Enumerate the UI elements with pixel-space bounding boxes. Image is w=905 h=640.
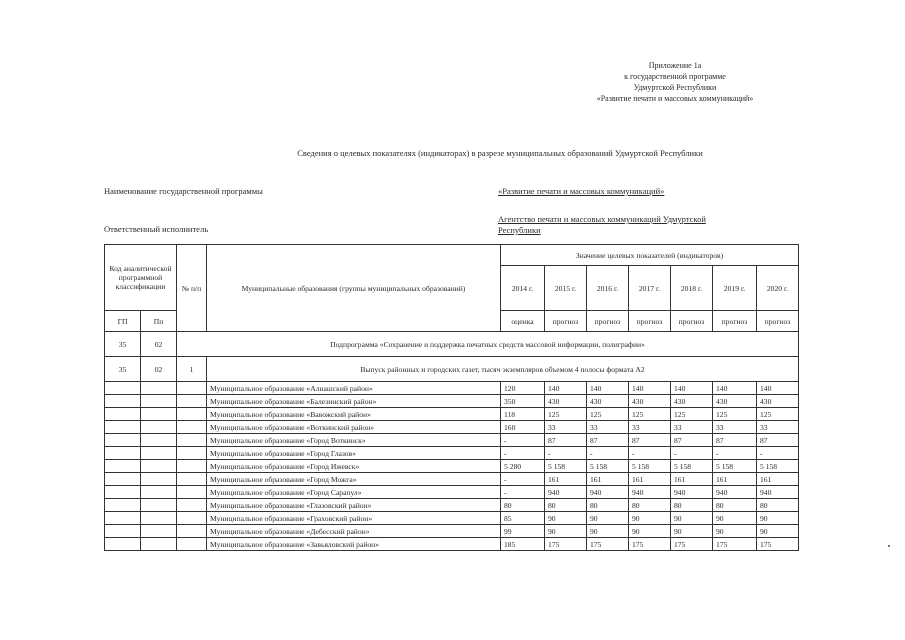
empty-cell — [105, 499, 141, 512]
indicator-value: 940 — [757, 486, 799, 499]
empty-cell — [177, 473, 207, 486]
municipality-name: Муниципальное образование «Дебесский район» — [207, 525, 501, 538]
indicator-value: 140 — [713, 382, 757, 395]
indicator-value: 90 — [713, 525, 757, 538]
empty-cell — [105, 525, 141, 538]
indicator-value: 90 — [629, 512, 671, 525]
value-kind-header: прогноз — [545, 311, 587, 332]
indicator-value: 90 — [545, 512, 587, 525]
empty-cell — [141, 525, 177, 538]
empty-cell — [105, 473, 141, 486]
indicator-value: 5 158 — [757, 460, 799, 473]
indicator-value: 33 — [713, 421, 757, 434]
indicator-value: 87 — [713, 434, 757, 447]
table-row — [105, 434, 799, 447]
empty-cell — [141, 512, 177, 525]
indicator-value: 125 — [757, 408, 799, 421]
table-row — [105, 395, 799, 408]
indicator-value: 85 — [501, 512, 545, 525]
indicator-value: 175 — [629, 538, 671, 551]
scan-mark — [888, 545, 890, 547]
empty-cell — [141, 421, 177, 434]
municipality-name: Муниципальное образование «Граховский район» — [207, 512, 501, 525]
indicator-value: 90 — [713, 512, 757, 525]
indicator-value: 5 280 — [501, 460, 545, 473]
indicator-value: 80 — [501, 499, 545, 512]
empty-cell — [177, 525, 207, 538]
indicator-value: 90 — [587, 525, 629, 538]
value-kind-header: прогноз — [713, 311, 757, 332]
values-header: Значение целевых показателей (индикаторов) — [501, 245, 799, 266]
appendix-line: Удмуртской Республики — [633, 83, 717, 92]
empty-cell — [177, 486, 207, 499]
indicator-value: 125 — [587, 408, 629, 421]
table-row — [105, 499, 799, 512]
indicator-value: 90 — [757, 525, 799, 538]
empty-cell — [141, 460, 177, 473]
municipality-name: Муниципальное образование «Завьяловский район» — [207, 538, 501, 551]
indicator-gp: 35 — [105, 357, 141, 382]
indicator-value: 430 — [713, 395, 757, 408]
document-heading: Сведения о целевых показателях (индикаторах) в разрезе муниципальных образований Удмуртской Республики — [297, 148, 703, 158]
indicator-value: 940 — [671, 486, 713, 499]
indicator-value: 430 — [545, 395, 587, 408]
year-header: 2020 г. — [757, 266, 799, 311]
indicator-value: 125 — [671, 408, 713, 421]
indicator-value: 940 — [545, 486, 587, 499]
indicator-value: 140 — [671, 382, 713, 395]
empty-cell — [105, 408, 141, 421]
indicator-value: 87 — [671, 434, 713, 447]
indicator-value: 430 — [757, 395, 799, 408]
value-kind-header: прогноз — [629, 311, 671, 332]
table-row — [105, 421, 799, 434]
table-row — [105, 486, 799, 499]
empty-cell — [141, 473, 177, 486]
executor-label: Ответственный исполнитель — [104, 224, 209, 234]
indicator-value: 940 — [587, 486, 629, 499]
empty-cell — [105, 421, 141, 434]
num-header: № п/п — [177, 245, 207, 332]
appendix-note — [520, 60, 830, 104]
empty-cell — [141, 486, 177, 499]
indicator-value: - — [587, 447, 629, 460]
empty-cell — [141, 395, 177, 408]
empty-cell — [141, 408, 177, 421]
year-header: 2017 г. — [629, 266, 671, 311]
indicator-value: 87 — [757, 434, 799, 447]
indicator-value: 940 — [713, 486, 757, 499]
municipality-name: Муниципальное образование «Город Воткинск» — [207, 434, 501, 447]
indicator-value: 90 — [545, 525, 587, 538]
indicator-value: 99 — [501, 525, 545, 538]
indicator-value: 120 — [501, 382, 545, 395]
pp-header: Пп — [141, 311, 177, 332]
appendix-line: к государственной программе — [624, 72, 726, 81]
municipality-name: Муниципальное образование «Город Глазов» — [207, 447, 501, 460]
empty-cell — [141, 499, 177, 512]
indicator-pp: 02 — [141, 357, 177, 382]
empty-cell — [177, 421, 207, 434]
municipality-name: Муниципальное образование «Город Сарапул» — [207, 486, 501, 499]
indicator-value: 90 — [671, 512, 713, 525]
executor-value-line: Республики — [498, 225, 541, 235]
indicator-value: - — [501, 447, 545, 460]
value-kind-header: оценка — [501, 311, 545, 332]
empty-cell — [177, 499, 207, 512]
indicator-value: 80 — [629, 499, 671, 512]
value-kind-header: прогноз — [757, 311, 799, 332]
indicator-value: 90 — [671, 525, 713, 538]
indicator-value: 430 — [629, 395, 671, 408]
appendix-line: Приложение 1а — [648, 61, 702, 70]
indicator-value: 175 — [757, 538, 799, 551]
table-row — [105, 525, 799, 538]
indicator-value: 33 — [671, 421, 713, 434]
empty-cell — [105, 538, 141, 551]
municipality-name: Муниципальное образование «Алнашский район» — [207, 382, 501, 395]
municipality-name: Муниципальное образование «Вавожский район» — [207, 408, 501, 421]
indicator-value: 5 158 — [629, 460, 671, 473]
indicator-value: 940 — [629, 486, 671, 499]
indicator-value: 125 — [629, 408, 671, 421]
indicator-value: 140 — [629, 382, 671, 395]
indicator-value: 430 — [587, 395, 629, 408]
indicator-value: 350 — [501, 395, 545, 408]
empty-cell — [105, 382, 141, 395]
empty-cell — [177, 408, 207, 421]
indicator-value: 33 — [587, 421, 629, 434]
indicator-value: 87 — [587, 434, 629, 447]
municipality-name: Муниципальное образование «Балезинский район» — [207, 395, 501, 408]
indicator-value: 5 158 — [587, 460, 629, 473]
indicator-value: 175 — [587, 538, 629, 551]
year-header: 2015 г. — [545, 266, 587, 311]
indicator-value: 80 — [587, 499, 629, 512]
municipality-name: Муниципальное образование «Воткинский район» — [207, 421, 501, 434]
indicator-value: 80 — [713, 499, 757, 512]
subprogram-pp: 02 — [141, 332, 177, 357]
indicator-value: 125 — [545, 408, 587, 421]
empty-cell — [105, 395, 141, 408]
program-label: Наименование государственной программы — [104, 186, 263, 196]
value-kind-header: прогноз — [587, 311, 629, 332]
indicator-value: 140 — [587, 382, 629, 395]
indicator-value: - — [757, 447, 799, 460]
indicator-value: 140 — [757, 382, 799, 395]
indicator-value: 5 158 — [545, 460, 587, 473]
indicator-value: 175 — [671, 538, 713, 551]
empty-cell — [105, 447, 141, 460]
indicator-value: 160 — [501, 421, 545, 434]
indicators-table — [104, 244, 799, 551]
executor-value-line: Агентство печати и массовых коммуникаций Удмуртской — [498, 214, 706, 224]
indicator-value: 87 — [545, 434, 587, 447]
appendix-line: «Развитие печати и массовых коммуникаций» — [596, 94, 754, 103]
indicator-value: 90 — [587, 512, 629, 525]
indicator-value: - — [501, 486, 545, 499]
table-row — [105, 408, 799, 421]
indicator-value: 161 — [587, 473, 629, 486]
indicator-value: - — [501, 434, 545, 447]
table-row — [105, 538, 799, 551]
indicator-value: 118 — [501, 408, 545, 421]
indicator-value: 80 — [545, 499, 587, 512]
empty-cell — [177, 460, 207, 473]
year-header: 2018 г. — [671, 266, 713, 311]
indicator-value: 430 — [671, 395, 713, 408]
indicator-value: 125 — [713, 408, 757, 421]
empty-cell — [177, 434, 207, 447]
empty-cell — [141, 382, 177, 395]
indicator-value: 90 — [629, 525, 671, 538]
year-header: 2019 г. — [713, 266, 757, 311]
empty-cell — [141, 434, 177, 447]
indicator-value: 80 — [757, 499, 799, 512]
indicator-value: 161 — [629, 473, 671, 486]
code-header: Код аналитической программной классификации — [105, 245, 177, 311]
indicator-value: 161 — [757, 473, 799, 486]
indicator-value: 175 — [713, 538, 757, 551]
empty-cell — [105, 460, 141, 473]
empty-cell — [141, 538, 177, 551]
indicator-num: 1 — [177, 357, 207, 382]
municipality-header: Муниципальные образования (группы муниципальных образований) — [207, 245, 501, 332]
indicator-value: 161 — [671, 473, 713, 486]
indicator-value: 90 — [757, 512, 799, 525]
indicator-value: - — [671, 447, 713, 460]
year-header: 2016 г. — [587, 266, 629, 311]
empty-cell — [105, 486, 141, 499]
indicator-value: 140 — [545, 382, 587, 395]
value-kind-header: прогноз — [671, 311, 713, 332]
indicator-value: 161 — [713, 473, 757, 486]
municipality-name: Муниципальное образование «Город Можга» — [207, 473, 501, 486]
indicator-value: 185 — [501, 538, 545, 551]
indicator-value: 5 158 — [671, 460, 713, 473]
indicator-value: 161 — [545, 473, 587, 486]
gp-header: ГП — [105, 311, 141, 332]
table-row — [105, 382, 799, 395]
empty-cell — [177, 447, 207, 460]
empty-cell — [105, 434, 141, 447]
indicator-value: 80 — [671, 499, 713, 512]
subprogram-title: Подпрограмма «Сохранение и поддержка печатных средств массовой информации, полиграфии» — [177, 332, 799, 357]
table-row — [105, 460, 799, 473]
indicator-value: 5 158 — [713, 460, 757, 473]
indicator-value: 33 — [757, 421, 799, 434]
indicator-value: 87 — [629, 434, 671, 447]
indicator-value: - — [545, 447, 587, 460]
program-value: «Развитие печати и массовых коммуникаций» — [498, 186, 665, 196]
subprogram-gp: 35 — [105, 332, 141, 357]
table-row — [105, 473, 799, 486]
empty-cell — [177, 512, 207, 525]
empty-cell — [141, 447, 177, 460]
indicator-title: Выпуск районных и городских газет, тысяч экземпляров объемом 4 полосы формата А2 — [207, 357, 799, 382]
municipality-name: Муниципальное образование «Город Ижевск» — [207, 460, 501, 473]
indicator-value: - — [713, 447, 757, 460]
empty-cell — [177, 538, 207, 551]
indicator-value: - — [629, 447, 671, 460]
indicator-value: 33 — [629, 421, 671, 434]
indicator-value: - — [501, 473, 545, 486]
empty-cell — [105, 512, 141, 525]
indicator-value: 175 — [545, 538, 587, 551]
empty-cell — [177, 395, 207, 408]
table-row — [105, 447, 799, 460]
indicator-value: 33 — [545, 421, 587, 434]
municipality-name: Муниципальное образование «Глазовский район» — [207, 499, 501, 512]
table-row — [105, 512, 799, 525]
empty-cell — [177, 382, 207, 395]
year-header: 2014 г. — [501, 266, 545, 311]
executor-value — [498, 214, 706, 236]
